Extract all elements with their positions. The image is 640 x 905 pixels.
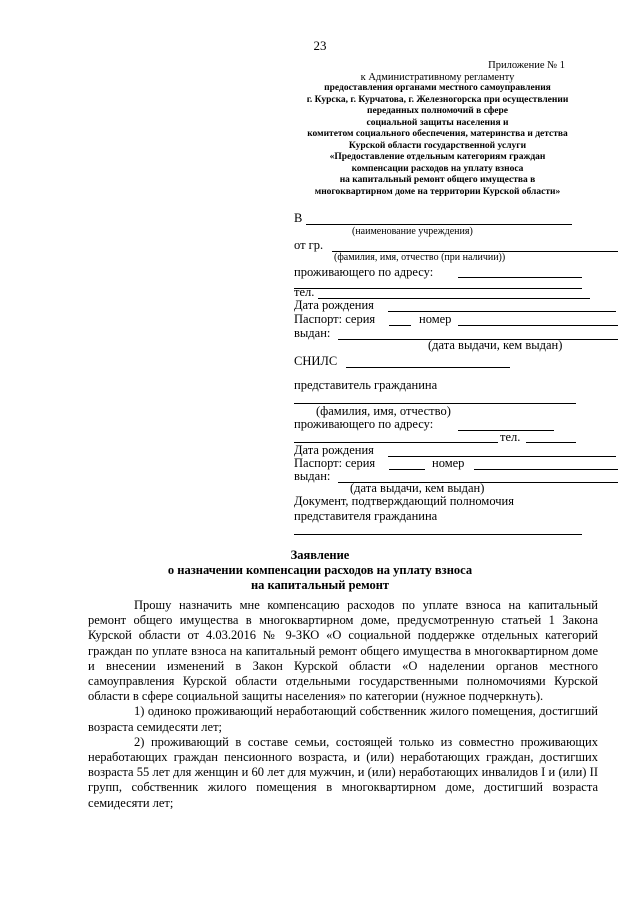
representative-label: представитель гражданина: [294, 378, 438, 392]
annex-line: переданных полномочий в сфере: [367, 106, 508, 116]
annex-line: социальной защиты населения и: [366, 117, 509, 128]
annex-reference: к Административному регламенту: [360, 71, 515, 83]
to-prefix: В: [294, 211, 303, 225]
page-number: 23: [313, 38, 327, 53]
rep-tel-label: тел.: [500, 430, 521, 444]
passport-number-label: номер: [419, 312, 452, 326]
institution-caption: (наименование учреждения): [352, 226, 473, 237]
institution-field[interactable]: [306, 224, 572, 225]
rep-passport-series-field[interactable]: [389, 469, 425, 470]
address-field[interactable]: [458, 277, 582, 278]
issued-label: выдан:: [294, 326, 331, 340]
annex-line: многоквартирном доме на территории Курской области»: [314, 186, 561, 197]
passport-number-field[interactable]: [458, 325, 618, 326]
rep-fio-caption: (фамилия, имя, отчество): [316, 404, 451, 418]
rep-tel-field[interactable]: [526, 442, 576, 443]
annex-line: Курской области государственной услуги: [348, 140, 527, 151]
fio-caption: (фамилия, имя, отчество (при наличии)): [334, 252, 506, 263]
annex-line: комитетом социального обеспечения, материнства и детства: [307, 129, 568, 139]
annex-line: на капитальный ремонт общего имущества в: [339, 175, 536, 185]
rep-issued-caption: (дата выдачи, кем выдан): [350, 481, 485, 495]
application-subtitle: о назначении компенсации расходов на уплату взноса: [167, 563, 473, 577]
rep-passport-number-label: номер: [432, 456, 465, 470]
application-body: [88, 598, 598, 811]
request-paragraph: Прошу назначить мне компенсацию расходов по уплате взноса на капитальный ремонт общего имущества в многоквартирном доме, предусмотренную статьей 1 Закона Курской области от 4.03.2016 № 9-ЗКО «О социальной поддержке отдельных категорий граждан по уплате взноса на капитальный ремонт общего имущества в многоквартирном доме и внесении изменений в Закон Курской области «О наделении органов местного самоуправления Курской области отдельными государственными полномочиями Курской области в сфере социальной защиты населения» по категории (нужное подчеркнуть).: [88, 598, 598, 704]
snils-label: СНИЛС: [294, 354, 338, 368]
snils-field[interactable]: [346, 367, 510, 368]
annex-header: [270, 60, 605, 198]
address-label: проживающего по адресу:: [294, 265, 434, 279]
from-label: от гр.: [294, 238, 324, 252]
annex-line: «Предоставление отдельным категориям граждан: [329, 152, 546, 162]
passport-series-label: Паспорт: серия: [294, 312, 376, 326]
birth-date-label: Дата рождения: [294, 298, 374, 312]
application-subtitle-2: на капитальный ремонт: [250, 578, 390, 592]
category-item-2[interactable]: 2) проживающий в составе семьи, состоящей только из совместно проживающих неработающих граждан пенсионного возраста, и (или) неработающих граждан, достигших возраста 55 лет для женщин и 60 лет для мужчин, и (или) неработающих инвалидов I и (или) II групп, собственник жилого помещения в многоквартирном доме, достигший возраста семидесяти лет;: [88, 734, 598, 810]
rep-passport-number-field[interactable]: [474, 469, 618, 470]
tel-label: тел.: [294, 285, 315, 299]
authority-document-field[interactable]: [294, 534, 582, 535]
annex-line: компенсации расходов на уплату взноса: [351, 163, 524, 174]
rep-birth-date-label: Дата рождения: [294, 443, 374, 457]
annex-line: г. Курска, г. Курчатова, г. Железногорска при осуществлении: [306, 94, 569, 105]
rep-passport-series-label: Паспорт: серия: [294, 456, 376, 470]
rep-address-label: проживающего по адресу:: [294, 417, 434, 431]
rep-issued-label: выдан:: [294, 469, 331, 483]
authority-document-label: Документ, подтверждающий полномочия: [294, 494, 514, 508]
passport-series-field[interactable]: [389, 325, 411, 326]
category-item-1[interactable]: 1) одиноко проживающий неработающий собственник жилого помещения, достигший возраста семидесяти лет;: [88, 704, 598, 734]
issued-caption: (дата выдачи, кем выдан): [428, 338, 563, 352]
annex-line: предоставления органами местного самоуправления: [324, 83, 551, 93]
application-title: Заявление: [290, 548, 350, 562]
rep-birth-date-field[interactable]: [388, 456, 616, 457]
annex-title: Приложение № 1: [488, 60, 565, 71]
authority-document-label-2: представителя гражданина: [294, 509, 438, 523]
address-field-2[interactable]: [294, 288, 582, 289]
